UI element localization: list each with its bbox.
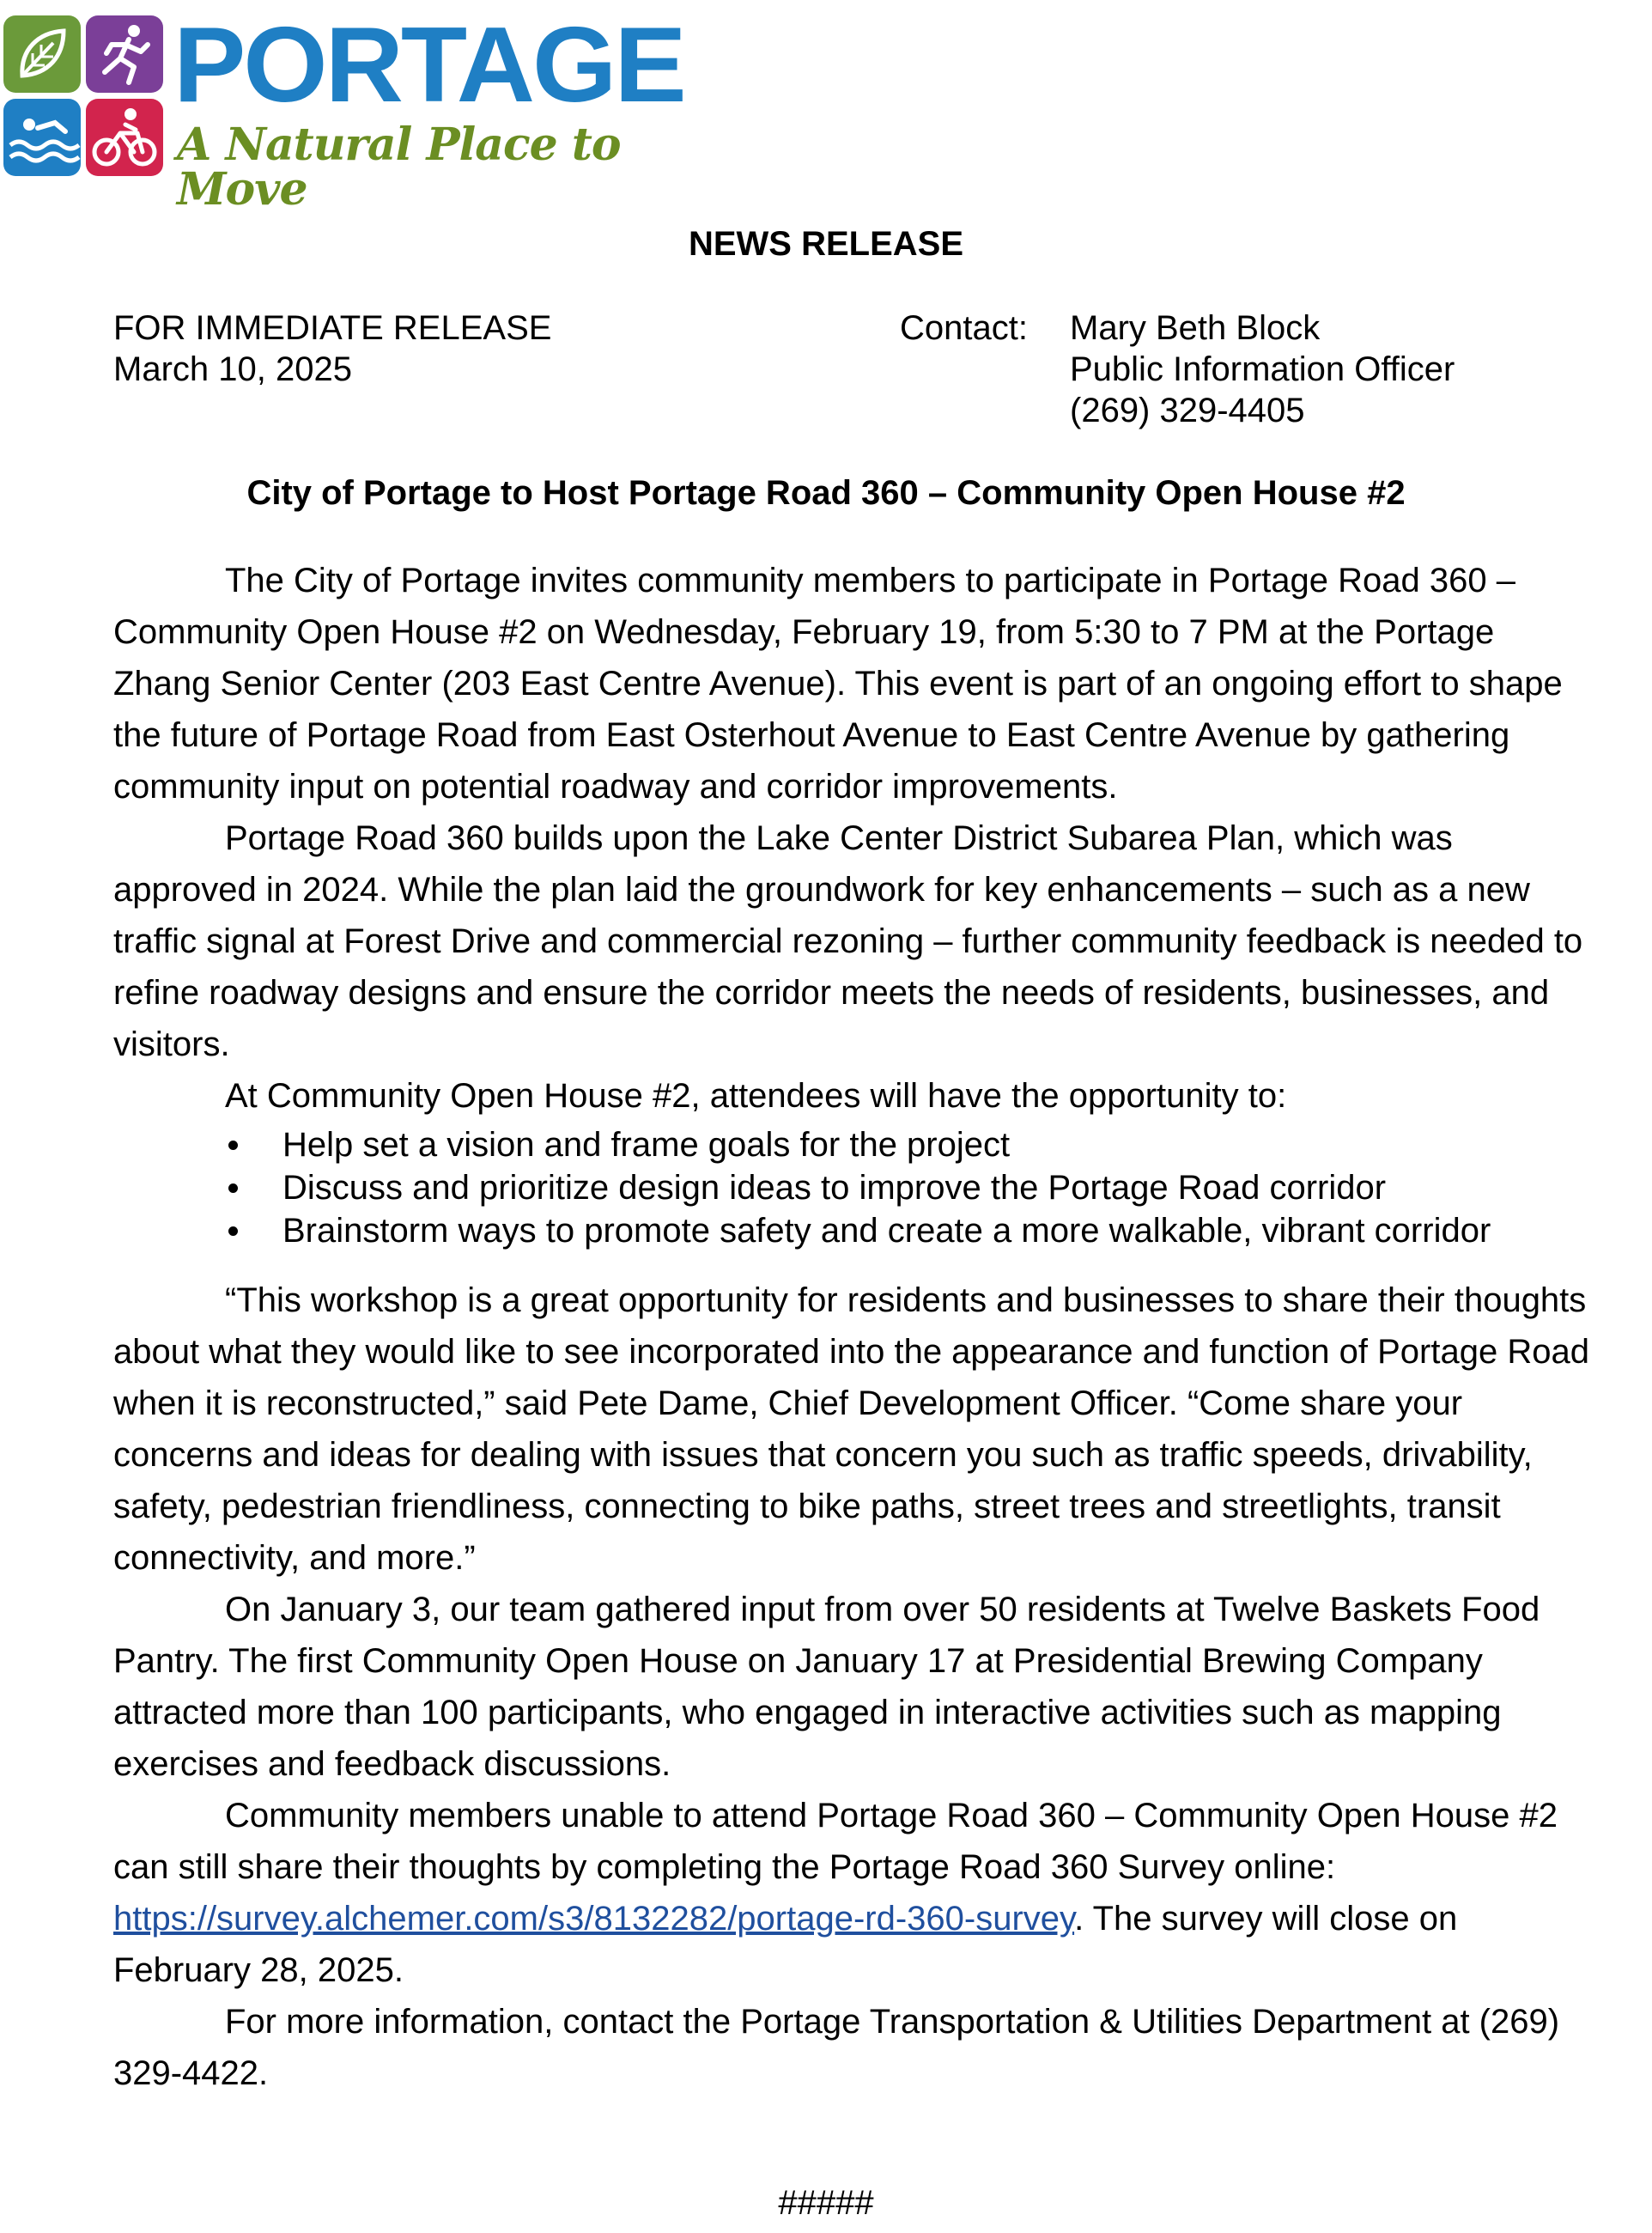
- survey-close-text: . The survey will close on February 28, 2025.: [113, 1900, 1458, 1989]
- survey-link[interactable]: https://survey.alchemer.com/s3/8132282/portage-rd-360-survey: [113, 1900, 1075, 1938]
- logo-tagline: A Natural Place to Move: [177, 119, 621, 216]
- portage-logo: [3, 6, 684, 216]
- opportunity-list: [113, 1123, 1590, 1252]
- cyclist-icon: [86, 99, 163, 176]
- paragraph-survey: [113, 1790, 1590, 1996]
- list-item: Discuss and prioritize design ideas to improve the Portage Road corridor: [113, 1166, 1590, 1209]
- release-headline: City of Portage to Host Portage Road 360 – Community Open House #2: [246, 474, 1406, 512]
- list-item: Brainstorm ways to promote safety and create a more walkable, vibrant corridor: [113, 1209, 1590, 1252]
- paragraph-quote: “This workshop is a great opportunity for residents and businesses to share their thoughts about what they would like to see incorporated into the appearance and function of Portage Road when it is reconstructed,” said Pete Dame, Chief Development Officer. “Come share your concerns and ideas for dealing with issues that concern you such as traffic speeds, drivability, safety, pedestrian friendliness, connecting to bike paths, street trees and streetlights, transit connectivity, and more.”: [113, 1281, 1589, 1577]
- paragraph-opportunity: At Community Open House #2, attendees will have the opportunity to:: [225, 1077, 1287, 1115]
- contact-title: Public Information Officer: [1070, 350, 1455, 388]
- release-body: [113, 555, 1590, 2099]
- release-date: March 10, 2025: [113, 350, 352, 388]
- logo-wordmark: PORTAGE: [173, 6, 684, 125]
- end-mark: #####: [778, 2184, 874, 2222]
- runner-icon: [86, 15, 163, 93]
- swimmer-icon: [3, 99, 81, 176]
- list-item: Help set a vision and frame goals for the project: [113, 1123, 1590, 1166]
- paragraph-contact: For more information, contact the Portage Transportation & Utilities Department at (269) 329-4422.: [113, 2003, 1560, 2092]
- contact-phone: (269) 329-4405: [1070, 392, 1305, 429]
- news-release-title: NEWS RELEASE: [688, 225, 964, 263]
- paragraph-background: Portage Road 360 builds upon the Lake Center District Subarea Plan, which was approved in 2024. While the plan laid the groundwork for key enhancements – such as a new traffic signal at Forest Drive and commercial rezoning – further community feedback is needed to refine roadway designs and ensure the corridor meets the needs of residents, businesses, and visitors.: [113, 819, 1583, 1063]
- paragraph-previous-events: On January 3, our team gathered input from over 50 residents at Twelve Baskets Food Pantry. The first Community Open House on January 17 at Presidential Brewing Company attracted more than 100 participants, who engaged in interactive activities such as mapping exercises and feedback discussions.: [113, 1591, 1540, 1783]
- leaf-icon: [3, 15, 81, 93]
- contact-label: Contact:: [900, 309, 1028, 347]
- release-status: FOR IMMEDIATE RELEASE: [113, 309, 552, 347]
- contact-name: Mary Beth Block: [1070, 309, 1321, 347]
- survey-text: Community members unable to attend Portage Road 360 – Community Open House #2 can still share their thoughts by completing the Portage Road 360 Survey online:: [113, 1797, 1558, 1886]
- paragraph-intro: The City of Portage invites community members to participate in Portage Road 360 – Community Open House #2 on Wednesday, February 19, from 5:30 to 7 PM at the Portage Zhang Senior Center (203 East Centre Avenue). This event is part of an ongoing effort to shape the future of Portage Road from East Osterhout Avenue to East Centre Avenue by gathering community input on potential roadway and corridor improvements.: [113, 562, 1563, 806]
